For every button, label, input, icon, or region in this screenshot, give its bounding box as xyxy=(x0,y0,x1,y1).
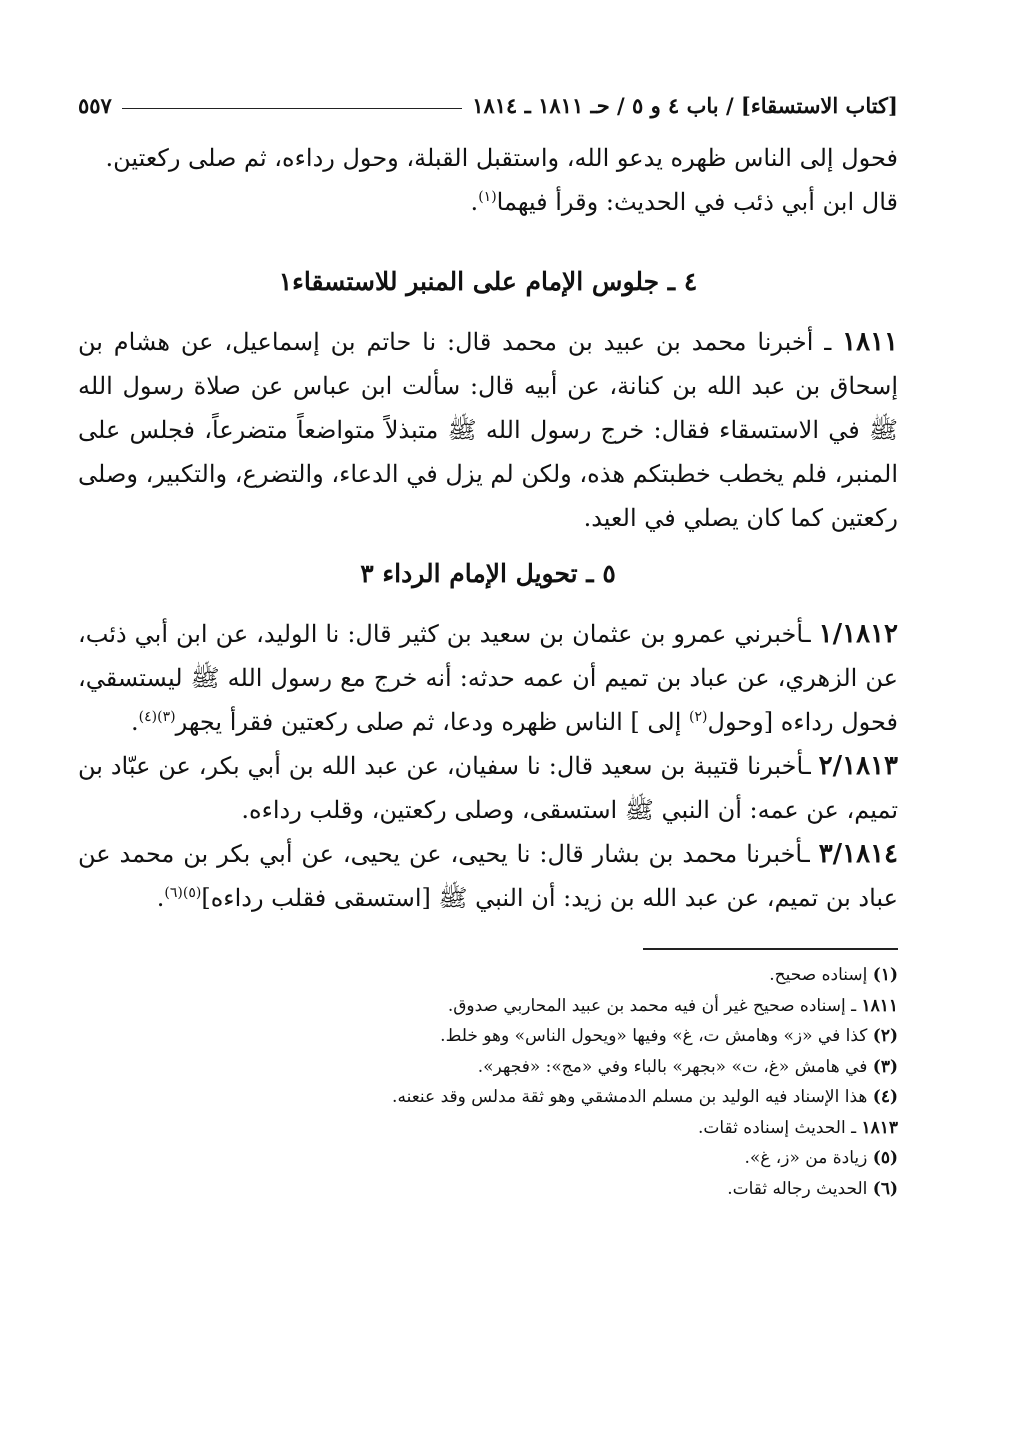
footnote-text: ـ إسناده صحيح غير أن فيه محمد بن عبيد المحاربي صدوق. xyxy=(447,995,862,1016)
footnote-text: هذا الإسناد فيه الوليد بن مسلم الدمشقي وهو ثقة مدلس وقد عنعنه. xyxy=(392,1087,873,1107)
footnote-4 xyxy=(78,1082,898,1113)
hadith-text: ـ أخبرنا محمد بن عبيد بن محمد قال: نا حاتم بن إسماعيل، عن هشام بن إسحاق بن عبد الله بن كنانة، عن أبيه قال: سألت ابن عباس عن صلاة رسول الله ﷺ في الاستسقاء فقال: خرج رسول الله ﷺ متبذلاً متواضعاً متضرعاً، فجلس على المنبر، فلم يخطب خطبتكم هذه، ولكن لم يزل في الدعاء، والتضرع، والتكبير، وصلى ركعتين كما كان يصلي في العيد. xyxy=(78,328,898,532)
footnote-mark: (٣) xyxy=(872,1056,898,1077)
intro-line-1: فحول إلى الناس ظهره يدعو الله، واستقبل القبلة، وحول رداءه، ثم صلى ركعتين. xyxy=(105,144,898,172)
chapter-5-title: ٥ ـ تحويل الإمام الرداء ٣ xyxy=(360,559,616,588)
footnote-1 xyxy=(78,960,898,991)
footnote-mark: ١٨١٣ xyxy=(861,1117,898,1138)
hadith-text: ـأخبرني عمرو بن عثمان بن سعيد بن كثير قال: نا الوليد، عن ابن أبي ذئب، عن الزهري، عن عباد بن تميم أن عمه حدثه: أنه خرج مع رسول الله ﷺ ليستسقي، فحول رداءه [وحول xyxy=(78,620,898,736)
footnote-mark: (١) xyxy=(872,965,898,985)
hadith-1814 xyxy=(78,832,898,920)
footnote-ref-6[interactable]: (٦) xyxy=(164,885,183,901)
intro-line-2-text: قال ابن أبي ذئب في الحديث: وقرأ فيهما xyxy=(496,188,898,216)
hadith-end: . xyxy=(131,708,139,736)
hadith-text: ـأخبرنا قتيبة بن سعيد قال: نا سفيان، عن عبد الله بن أبي بكر، عن عبّاد بن تميم، عن عمه: أن النبي ﷺ استسقى، وصلى ركعتين، وقلب رداءه. xyxy=(78,752,898,824)
footnote-mark: (٢) xyxy=(872,1026,898,1046)
footnote-mark: (٦) xyxy=(872,1178,898,1199)
footnote-ref-3[interactable]: (٣) xyxy=(157,709,176,725)
footnote-5 xyxy=(78,1143,898,1174)
footnote-3 xyxy=(78,1052,898,1083)
footnotes-rule xyxy=(643,948,898,950)
footnote-text: ـ الحديث إسناده ثقات. xyxy=(697,1117,862,1138)
book-page xyxy=(78,88,898,1204)
footnote-6 xyxy=(78,1174,898,1205)
intro-line-2-end: . xyxy=(470,188,479,216)
hadith-number: ١٨١١ xyxy=(842,327,898,357)
header-rule xyxy=(122,108,462,109)
footnote-ref-5[interactable]: (٥) xyxy=(182,885,202,901)
chapter-4-title: ٤ ـ جلوس الإمام على المنبر للاستسقاء١ xyxy=(278,267,698,296)
footnote-mark: (٤) xyxy=(872,1087,898,1107)
hadith-number: ٣/١٨١٤ xyxy=(818,839,899,869)
footnote-ref-1[interactable]: (١) xyxy=(478,189,497,205)
hadith-text: إلى ] الناس ظهره ودعا، ثم صلى ركعتين فقرأ يجهر xyxy=(175,708,690,736)
footnote-mark: (٥) xyxy=(872,1148,898,1168)
footnote-text: إسناده صحيح. xyxy=(769,965,873,985)
hadith-end: . xyxy=(156,884,165,912)
footnote-mark: ١٨١١ xyxy=(861,995,898,1016)
intro-block xyxy=(78,136,898,224)
running-header xyxy=(78,88,898,122)
footnotes-list xyxy=(78,960,898,1204)
footnote-1813 xyxy=(78,1113,898,1144)
hadith-1813 xyxy=(78,744,898,832)
footnote-ref-4[interactable]: (٤) xyxy=(138,709,158,725)
footnote-text: كذا في «ز» وهامش ت، غ» وفيها «ويحول الناس» وهو خلط. xyxy=(440,1026,873,1046)
footnote-ref-2[interactable]: (٢) xyxy=(689,709,708,725)
hadith-text: ـأخبرنا محمد بن بشار قال: نا يحيى، عن يحيى، عن أبي بكر بن محمد عن عباد بن تميم، عن عبد الله بن زيد: أن النبي ﷺ [استسقى فقلب رداءه] xyxy=(78,840,898,912)
hadith-number: ٢/١٨١٣ xyxy=(818,751,898,781)
hadith-1811 xyxy=(78,320,898,540)
hadith-number: ١/١٨١٢ xyxy=(818,619,898,649)
footnote-2 xyxy=(78,1021,898,1052)
intro-line-2 xyxy=(78,180,898,224)
footnote-text: الحديث رجاله ثقات. xyxy=(727,1178,873,1199)
footnote-text: في هامش «غ، ت» «بجهر» بالباء وفي «مج»: «فجهر». xyxy=(477,1056,873,1077)
hadith-1812 xyxy=(78,612,898,744)
running-header-title: [كتاب الاستسقاء] / باب ٤ و ٥ / حـ ١٨١١ ـ ١٨١٤ xyxy=(472,92,898,118)
footnote-text: زيادة من «ز، غ». xyxy=(744,1148,873,1168)
footnote-1811 xyxy=(78,991,898,1022)
page-number: ٥٥٧ xyxy=(78,92,112,118)
